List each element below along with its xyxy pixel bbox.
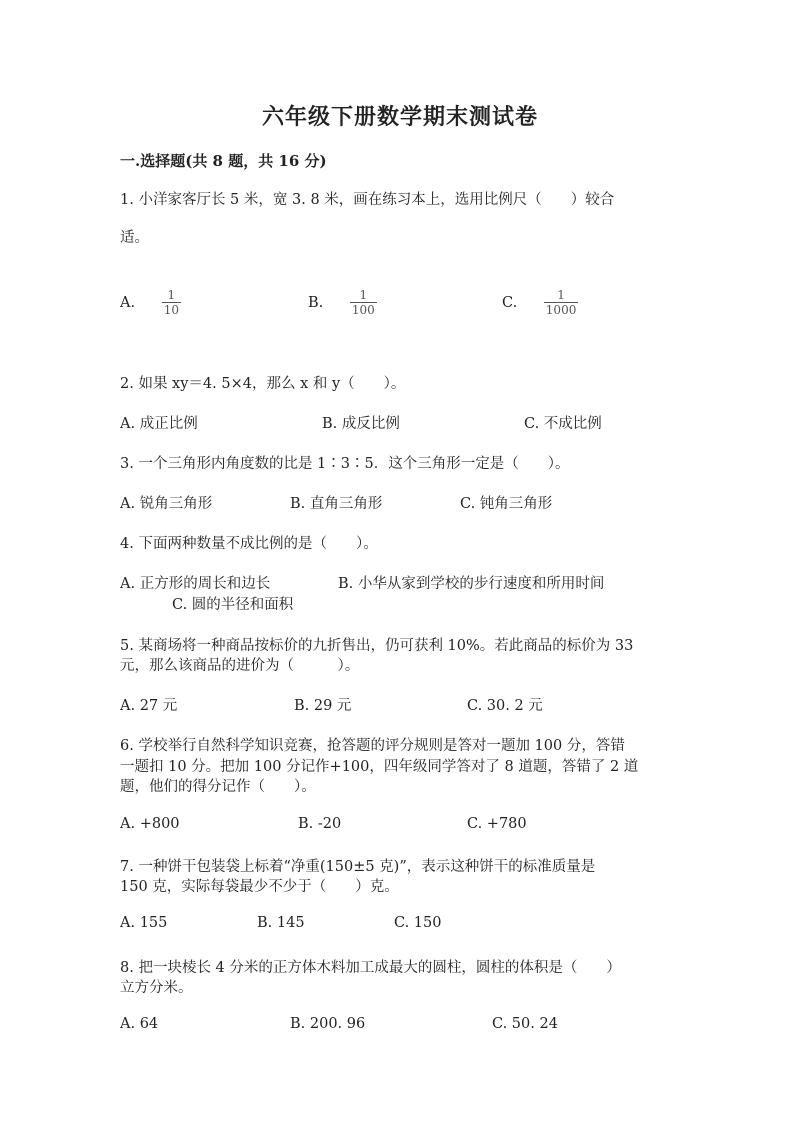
question-6-option-a: A. +800 — [120, 816, 180, 832]
fraction — [350, 288, 377, 318]
question-7-option-a: A. 155 — [120, 915, 168, 931]
question-3-option-a: A. 锐角三角形 — [120, 496, 213, 512]
section-heading: 一.选择题(共 8 题，共 16 分) — [120, 152, 327, 170]
question-1-line-1: 1. 小洋家客厅长 5 米，宽 3. 8 米，画在练习本上，选用比例尺（ ）较合 — [120, 192, 615, 208]
page-title: 六年级下册数学期末测试卷 — [261, 104, 538, 130]
question-2-option-a: A. 成正比例 — [120, 416, 198, 432]
fraction-denominator: 100 — [351, 303, 375, 318]
question-8-option-a: A. 64 — [120, 1016, 159, 1032]
question-2-option-c: C. 不成比例 — [524, 416, 602, 432]
option-label: A. — [120, 294, 136, 311]
fraction-numerator: 1 — [167, 288, 176, 302]
question-5-line-2: 元，那么该商品的进价为（ ）。 — [120, 658, 360, 674]
question-1-option-c — [502, 288, 578, 318]
fraction — [162, 288, 181, 318]
question-3-line-1: 3. 一个三角形内角度数的比是 1∶3∶5．这个三角形一定是（ ）。 — [120, 456, 570, 472]
question-6-option-c: C. +780 — [467, 816, 527, 832]
question-7-option-b: B. 145 — [257, 915, 305, 931]
question-3-option-b: B. 直角三角形 — [290, 496, 383, 512]
question-4-option-b: B. 小华从家到学校的步行速度和所用时间 — [338, 576, 605, 592]
question-4-option-c: C. 圆的半径和面积 — [172, 597, 294, 613]
option-label: B. — [308, 294, 324, 311]
question-8-option-b: B. 200. 96 — [290, 1016, 366, 1032]
question-8-option-c: C. 50. 24 — [492, 1016, 558, 1032]
question-8-line-1: 8. 把一块棱长 4 分米的正方体木料加工成最大的圆柱，圆柱的体积是（ ） — [120, 960, 621, 976]
question-6-line-2: 一题扣 10 分。把加 100 分记作+100，四年级同学答对了 8 道题，答错了 2 道 — [120, 759, 639, 775]
question-7-option-c: C. 150 — [394, 915, 442, 931]
question-1-option-b — [308, 288, 377, 318]
question-8-line-2: 立方分米。 — [120, 980, 193, 996]
fraction-denominator: 1000 — [545, 303, 577, 318]
question-7-line-1: 7. 一种饼干包装袋上标着“净重(150±5 克)”，表示这种饼干的标准质量是 — [120, 859, 596, 875]
question-4-option-a: A. 正方形的周长和边长 — [120, 576, 271, 592]
question-6-line-3: 题，他们的得分记作（ ）。 — [120, 779, 316, 795]
fraction-numerator: 1 — [557, 288, 565, 302]
question-2-option-b: B. 成反比例 — [322, 416, 400, 432]
question-5-option-c: C. 30. 2 元 — [467, 698, 543, 714]
question-5-line-1: 5. 某商场将一种商品按标价的九折售出，仍可获利 10%。若此商品的标价为 33 — [120, 638, 634, 654]
question-5-option-b: B. 29 元 — [294, 698, 352, 714]
question-6-option-b: B. -20 — [298, 816, 342, 832]
fraction-numerator: 1 — [359, 288, 368, 302]
question-1-option-a — [120, 288, 181, 318]
question-3-option-c: C. 钝角三角形 — [460, 496, 553, 512]
option-label: C. — [502, 294, 518, 311]
question-7-line-2: 150 克，实际每袋最少不少于（ ）克。 — [120, 879, 399, 895]
question-2-line-1: 2. 如果 xy＝4. 5×4，那么 x 和 y（ ）。 — [120, 376, 406, 392]
fraction — [544, 288, 579, 318]
question-4-line-1: 4. 下面两种数量不成比例的是（ ）。 — [120, 536, 378, 552]
question-5-option-a: A. 27 元 — [120, 698, 178, 714]
fraction-denominator: 10 — [163, 303, 179, 318]
question-6-line-1: 6. 学校举行自然科学知识竞赛，抢答题的评分规则是答对一题加 100 分，答错 — [120, 738, 625, 754]
question-1-line-2: 适。 — [120, 230, 149, 246]
